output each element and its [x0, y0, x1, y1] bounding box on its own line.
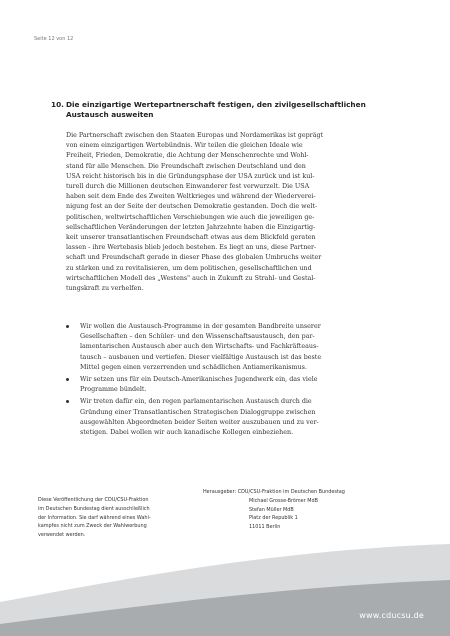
intro-line: wirtschaftlichen Modell des „Westens" auch in Zukunft zu Strahl- und Gestal- — [66, 274, 316, 282]
intro-line: haben seit dem Ende des Zweiten Weltkrieges und während der Wiederverei- — [66, 193, 316, 201]
publisher-line: Stefan Müller MdB — [249, 506, 294, 513]
disclaimer-line: der Information. Sie darf während eines Wahl- — [38, 514, 151, 521]
page-number: Seite 12 von 12 — [34, 36, 74, 42]
publisher-info — [203, 488, 393, 532]
bullet-line: ausgewählten Abgeordneten beider Seiten weiter auszubauen und zu ver- — [80, 418, 319, 426]
bullet-dot-icon — [66, 325, 69, 328]
disclaimer-line: im Deutschen Bundestag dient ausschließlich — [38, 505, 150, 512]
intro-line: politischen, weltwirtschaftlichen Verschiebungen wie auch die jeweiligen ge- — [66, 213, 315, 221]
section-heading — [51, 100, 371, 120]
bullet-dot-icon — [66, 378, 69, 381]
section-number: 10. — [51, 100, 64, 109]
intro-line: Freiheit, Frieden, Demokratie, die Achtung der Menschenrechte und Wohl- — [66, 152, 309, 160]
bullet-dot-icon — [66, 400, 69, 403]
intro-line: lassen - ihre Wertebasis blieb jedoch bestehen. Es liegt an uns, diese Partner- — [66, 244, 317, 252]
disclaimer-line: verwendet werden. — [38, 532, 86, 539]
bullet-item — [66, 322, 390, 373]
bullet-line: Wir treten dafür ein, den regen parlamentarischen Austausch durch die — [80, 398, 312, 406]
disclaimer-line: Diese Veröffentlichung der CDU/CSU-Fraktion — [38, 497, 149, 503]
intro-line: sellschaftlichen Veränderungen der letzten Jahrzehnte haben die Einzigartig- — [66, 223, 316, 231]
intro-paragraph — [66, 131, 388, 294]
bullet-line: Gesellschaften – den Schüler- und den Wissenschaftsaustausch, den par- — [80, 333, 315, 341]
heading-line-1: Die einzigartige Wertepartnerschaft festigen, den zivilgesellschaftlichen — [66, 100, 366, 109]
bullet-line: Gründung einer Transatlantischen Strategischen Dialoggruppe zwischen — [80, 408, 316, 416]
website-link[interactable]: www.cducsu.de — [359, 611, 424, 620]
publisher-line: Michael Grosse-Brömer MdB — [249, 497, 318, 504]
bullet-line: tausch – ausbauen und vertiefen. Dieser vielfältige Austausch ist das beste — [80, 353, 322, 361]
bullet-line: lamentarischen Austausch aber auch den Wirtschafts- und Fachkräfteaus- — [80, 343, 319, 351]
footer-wave-graphic — [0, 540, 450, 636]
bullet-line: stetigen. Dabei wollen wir auch kanadische Kollegen einbeziehen. — [80, 429, 294, 437]
intro-line: schaft und Freundschaft gerade in dieser Phase des globalen Umbruchs weiter — [66, 254, 322, 262]
bullet-item — [66, 397, 390, 438]
intro-line: stand für alle Menschen. Die Freundschaft zwischen Deutschland und den — [66, 162, 306, 170]
intro-line: keit unserer transatlantischen Freundschaft etwas aus dem Blickfeld geraten — [66, 234, 316, 242]
bullet-line: Wir wollen die Austausch-Programme in der gesamten Bandbreite unserer — [80, 323, 321, 330]
intro-line: USA reicht historisch bis in die Gründungsphase der USA zurück und ist kul- — [66, 172, 315, 180]
intro-line: nigung fest an der Seite der deutschen Demokratie gestanden. Doch die welt- — [66, 203, 318, 211]
intro-line: tungskraft zu verhelfen. — [66, 285, 144, 293]
publisher-heading: Herausgeber: CDU/CSU-Fraktion im Deutschen Bundestag — [203, 489, 345, 495]
disclaimer-line: kampfes nicht zum Zweck der Wahlwerbung — [38, 523, 147, 530]
bullet-line: Programme bündelt. — [80, 386, 147, 394]
intro-line: von einem einzigartigen Wertebündnis. Wir teilen die gleichen Ideale wie — [66, 142, 303, 150]
bullet-list — [66, 322, 390, 440]
intro-line: zu stärken und zu revitalisieren, um dem politischen, gesellschaftlichen und — [66, 264, 312, 272]
intro-line: turell durch die Millionen deutschen Einwanderer fest verwurzelt. Die USA — [66, 183, 310, 191]
bullet-line: Mittel gegen einen verzerrenden und schädlichen Antiamerikanismus. — [80, 363, 307, 371]
intro-line: Die Partnerschaft zwischen den Staaten Europas und Nordamerikas ist geprägt — [66, 132, 324, 139]
bullet-item — [66, 375, 390, 395]
disclaimer — [38, 496, 158, 540]
bullet-line: Wir setzen uns für ein Deutsch-Amerikanisches Jugendwerk ein, das viele — [80, 376, 318, 384]
publisher-line: 11011 Berlin — [249, 524, 281, 531]
publisher-line: Platz der Republik 1 — [249, 515, 298, 522]
heading-line-2: Austausch ausweiten — [66, 110, 154, 119]
